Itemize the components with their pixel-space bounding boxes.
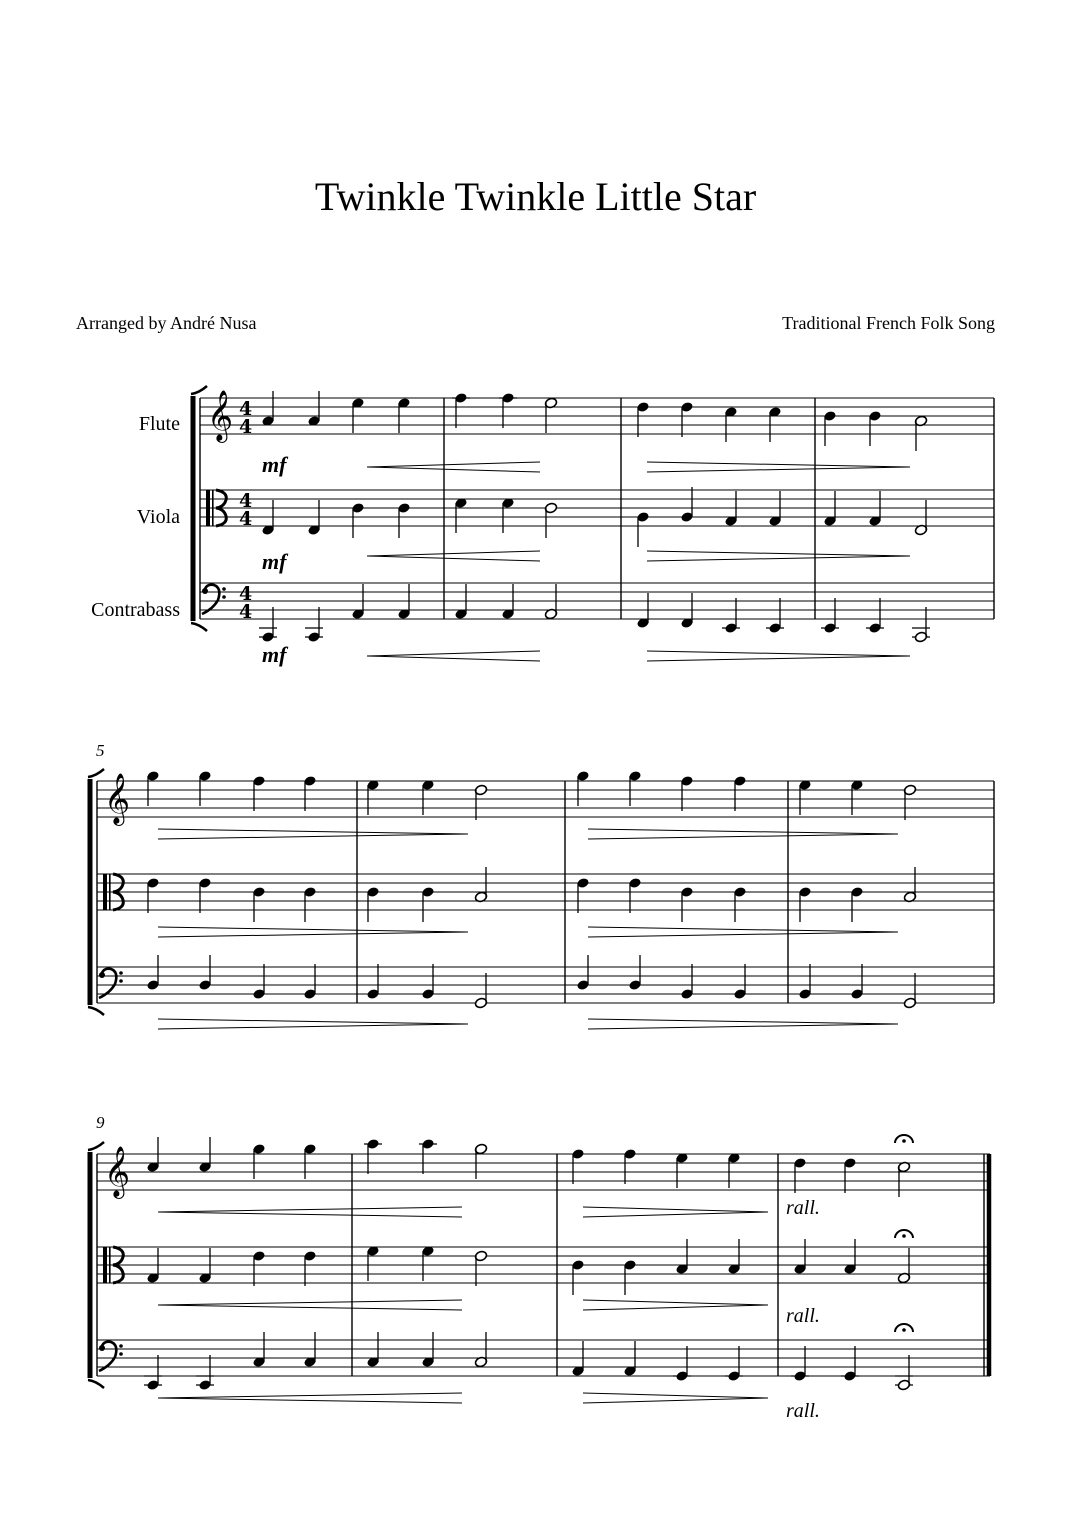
alto-clef bbox=[109, 1247, 111, 1283]
decrescendo-hairpin bbox=[647, 467, 910, 472]
alto-clef bbox=[103, 874, 107, 910]
fermata-dot bbox=[902, 1234, 906, 1238]
rall-viola: rall. bbox=[786, 1305, 820, 1327]
crescendo-hairpin bbox=[367, 467, 540, 472]
alto-clef bbox=[206, 490, 210, 526]
crescendo-hairpin bbox=[367, 656, 540, 661]
decrescendo-hairpin bbox=[158, 834, 468, 839]
instrument-label-contrabass: Contrabass bbox=[91, 599, 180, 621]
decrescendo-hairpin bbox=[583, 1207, 768, 1212]
score-title: Twinkle Twinkle Little Star bbox=[314, 174, 757, 219]
instrument-label-flute: Flute bbox=[138, 413, 180, 435]
rall-contrabass: rall. bbox=[786, 1400, 820, 1422]
crescendo-hairpin bbox=[367, 556, 540, 561]
decrescendo-hairpin bbox=[158, 1024, 468, 1029]
bass-clef bbox=[99, 1345, 105, 1351]
crescendo-hairpin bbox=[158, 1305, 462, 1310]
decrescendo-hairpin bbox=[583, 1393, 768, 1398]
dynamic-mf-viola: mf bbox=[262, 549, 287, 574]
decrescendo-hairpin bbox=[158, 932, 468, 937]
bass-clef bbox=[119, 1344, 123, 1348]
time-signature: 4 bbox=[239, 601, 253, 623]
crescendo-hairpin bbox=[158, 1212, 462, 1217]
arranger-credit: Arranged by André Nusa bbox=[76, 313, 257, 333]
system-bracket bbox=[88, 1007, 104, 1015]
time-signature: 4 bbox=[239, 508, 253, 530]
crescendo-hairpin bbox=[158, 1393, 462, 1398]
system-bracket bbox=[191, 623, 207, 631]
crescendo-hairpin bbox=[158, 1207, 462, 1212]
time-signature: 4 bbox=[239, 398, 253, 420]
decrescendo-hairpin bbox=[588, 829, 898, 834]
composer-credit: Traditional French Folk Song bbox=[782, 313, 995, 333]
time-signature: 4 bbox=[239, 416, 253, 438]
bass-clef bbox=[99, 972, 105, 978]
bass-clef bbox=[202, 588, 208, 594]
decrescendo-hairpin bbox=[583, 1305, 768, 1310]
crescendo-hairpin bbox=[367, 462, 540, 467]
time-signature: 4 bbox=[239, 583, 253, 605]
instrument-label-viola: Viola bbox=[136, 506, 180, 528]
decrescendo-hairpin bbox=[647, 556, 910, 561]
measure-number-9: 9 bbox=[96, 1113, 105, 1132]
bass-clef bbox=[119, 979, 123, 983]
decrescendo-hairpin bbox=[647, 462, 910, 467]
fermata-dot bbox=[902, 1139, 906, 1143]
alto-clef bbox=[103, 1247, 107, 1283]
decrescendo-hairpin bbox=[583, 1300, 768, 1305]
decrescendo-hairpin bbox=[583, 1398, 768, 1403]
measure-number-5: 5 bbox=[96, 741, 105, 760]
treble-clef: 𝄞 bbox=[104, 1146, 131, 1197]
crescendo-hairpin bbox=[367, 651, 540, 656]
decrescendo-hairpin bbox=[588, 834, 898, 839]
bass-clef bbox=[222, 587, 226, 591]
alto-clef bbox=[109, 874, 111, 910]
fermata-dot bbox=[902, 1328, 906, 1332]
decrescendo-hairpin bbox=[588, 1024, 898, 1029]
system-bracket bbox=[88, 769, 104, 777]
system-bracket bbox=[191, 386, 207, 394]
dynamic-mf-contrabass: mf bbox=[262, 642, 287, 667]
crescendo-hairpin bbox=[367, 551, 540, 556]
decrescendo-hairpin bbox=[583, 1212, 768, 1217]
bass-clef bbox=[119, 1352, 123, 1356]
decrescendo-hairpin bbox=[158, 1019, 468, 1024]
time-signature: 4 bbox=[239, 490, 253, 512]
decrescendo-hairpin bbox=[588, 927, 898, 932]
decrescendo-hairpin bbox=[588, 932, 898, 937]
treble-clef: 𝄞 bbox=[207, 390, 234, 441]
decrescendo-hairpin bbox=[158, 829, 468, 834]
decrescendo-hairpin bbox=[588, 1019, 898, 1024]
system-bracket bbox=[88, 1142, 104, 1150]
rall-flute: rall. bbox=[786, 1197, 820, 1219]
bass-clef bbox=[119, 971, 123, 975]
crescendo-hairpin bbox=[158, 1300, 462, 1305]
alto-clef bbox=[212, 490, 214, 526]
decrescendo-hairpin bbox=[158, 927, 468, 932]
bass-clef bbox=[222, 595, 226, 599]
decrescendo-hairpin bbox=[647, 651, 910, 656]
treble-clef: 𝄞 bbox=[104, 773, 131, 824]
crescendo-hairpin bbox=[158, 1398, 462, 1403]
system-bracket bbox=[88, 1380, 104, 1388]
decrescendo-hairpin bbox=[647, 656, 910, 661]
dynamic-mf-flute: mf bbox=[262, 452, 287, 477]
decrescendo-hairpin bbox=[647, 551, 910, 556]
